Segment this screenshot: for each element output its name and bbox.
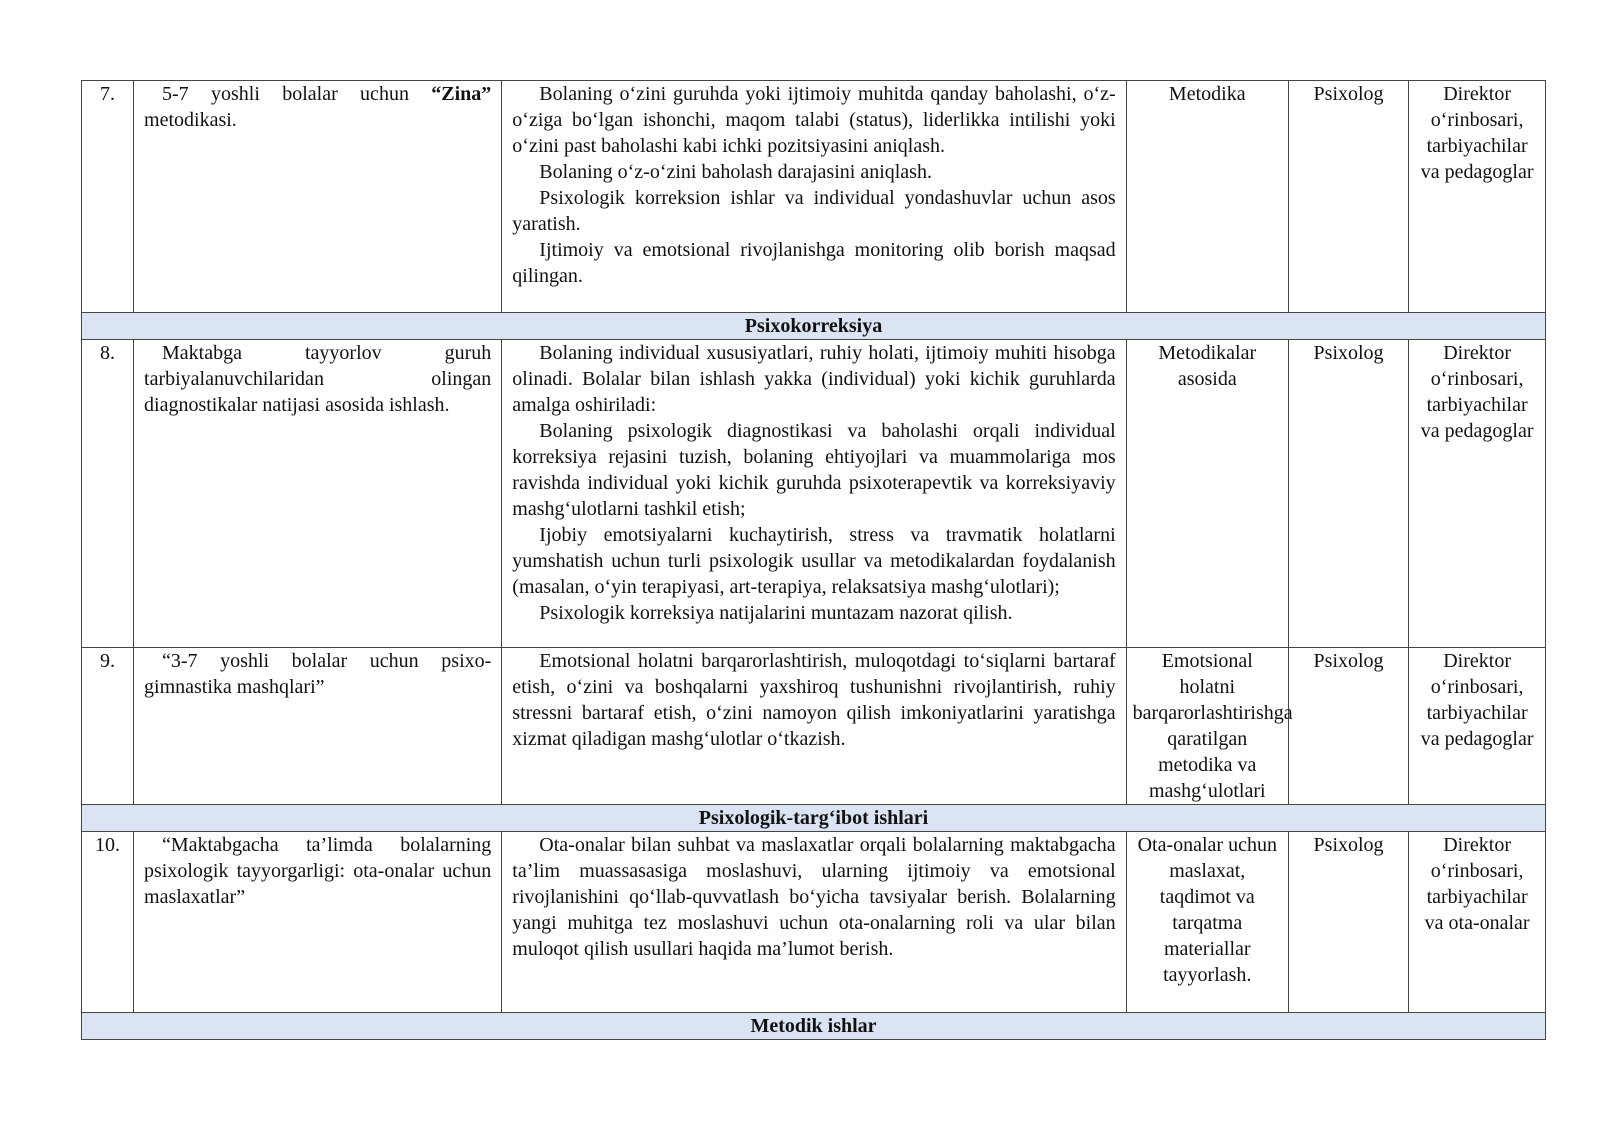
description-paragraph: Psixologik korreksiya natijalarini muntazam nazorat qilish.	[539, 602, 1013, 624]
responsible: Psixolog	[1288, 81, 1408, 313]
participants: Direktor o‘rinbosari, tarbiyachilar va pedagoglar	[1409, 340, 1546, 648]
activity-name-bold: “Zina”	[431, 83, 492, 105]
activity-name	[134, 340, 502, 648]
activity-name	[134, 81, 502, 313]
responsible: Psixolog	[1288, 648, 1408, 805]
section-title-targibot: Psixologik-targ‘ibot ishlari	[82, 805, 1546, 832]
activity-description	[502, 81, 1126, 313]
description-paragraph: Bolaning o‘zini guruhda yoki ijtimoiy muhitda qanday baholashi, o‘z-o‘ziga bo‘lgan ishonchi, maqom talabi (status), liderlikka intilishi yoki o‘zini past baholashi kabi ichki pozitsiyasini aniqlash.	[512, 83, 1116, 157]
table-row	[82, 648, 1546, 805]
participants: Direktor o‘rinbosari, tarbiyachilar va pedagoglar	[1409, 81, 1546, 313]
row-number: 10.	[82, 832, 134, 1013]
row-number: 8.	[82, 340, 134, 648]
section-title-psixokorreksiya: Psixokorreksiya	[82, 313, 1546, 340]
section-header-row	[82, 1013, 1546, 1040]
activity-name	[134, 832, 502, 1013]
section-header-row	[82, 805, 1546, 832]
participants: Direktor o‘rinbosari, tarbiyachilar va ota-onalar	[1409, 832, 1546, 1013]
work-plan-table	[81, 80, 1546, 1040]
responsible: Psixolog	[1288, 340, 1408, 648]
description-paragraph: Emotsional holatni barqarorlashtirish, muloqotdagi to‘siqlarni bartaraf etish, o‘zini va boshqalarni yaxshiroq tushunishni rivojlantirish, ruhiy stressni bartaraf etish, o‘zini namoyon qilish imkoniyatlarini yaratishga xizmat qiladigan mashg‘ulotlar o‘tkazish.	[512, 650, 1116, 750]
description-paragraph: Ijtimoiy va emotsional rivojlanishga monitoring olib borish maqsad qilingan.	[512, 239, 1116, 287]
activity-name-text: “3-7 yoshli bolalar uchun psixo-gimnastika mashqlari”	[144, 650, 492, 698]
description-paragraph: Bolaning o‘z-o‘zini baholash darajasini aniqlash.	[539, 161, 932, 183]
description-paragraph: Bolaning individual xususiyatlari, ruhiy holati, ijtimoiy muhiti hisobga olinadi. Bolalar bilan ishlash yakka (individual) yoki kichik guruhlarda amalga oshiriladi:	[512, 342, 1116, 416]
activity-description	[502, 832, 1126, 1013]
responsible: Psixolog	[1288, 832, 1408, 1013]
activity-form: Emotsional holatni barqarorlashtirishga qaratilgan metodika va mashg‘ulotlari	[1126, 648, 1288, 805]
description-paragraph: Psixologik korreksion ishlar va individual yondashuvlar uchun asos yaratish.	[512, 187, 1116, 235]
participants: Direktor o‘rinbosari, tarbiyachilar va pedagoglar	[1409, 648, 1546, 805]
row-number: 7.	[82, 81, 134, 313]
activity-form: Ota-onalar uchun maslaxat, taqdimot va tarqatma materiallar tayyorlash.	[1126, 832, 1288, 1013]
table-row	[82, 340, 1546, 648]
table-row	[82, 832, 1546, 1013]
activity-form: Metodika	[1126, 81, 1288, 313]
row-number: 9.	[82, 648, 134, 805]
activity-name-text: “Maktabgacha ta’limda bolalarning psixologik tayyorgarligi: ota-onalar uchun maslaxatlar”	[144, 834, 492, 908]
activity-form: Metodikalar asosida	[1126, 340, 1288, 648]
document-page	[81, 80, 1546, 1040]
activity-name-text: 5-7 yoshli bolalar uchun	[162, 83, 432, 105]
section-header-row	[82, 313, 1546, 340]
description-paragraph: Ota-onalar bilan suhbat va maslaxatlar orqali bolalarning maktabgacha ta’lim muassasasiga moslashuvi, ularning ijtimoiy va emotsional rivojlanishini qo‘llab-quvvatlash bo‘yicha tavsiyalar berish. Bolalarning yangi muhitga tez moslashuvi uchun ota-onalarning roli va ular bilan muloqot qilish usullari haqida ma’lumot berish.	[512, 834, 1116, 960]
description-paragraph: Ijobiy emotsiyalarni kuchaytirish, stress va travmatik holatlarni yumshatish uchun turli psixologik usullar va metodikalardan foydalanish (masalan, o‘yin terapiyasi, art-terapiya, relaksatsiya mashg‘ulotlari);	[512, 524, 1116, 598]
activity-name-text-end: metodikasi.	[144, 109, 237, 131]
description-paragraph: Bolaning psixologik diagnostikasi va baholashi orqali individual korreksiya rejasini tuzish, bolaning ehtiyojlari va muammolariga mos ravishda individual yoki kichik guruhda psixoterapevtik va korreksiyaviy mashg‘ulotlarni tashkil etish;	[512, 420, 1116, 520]
activity-name-text: Maktabga tayyorlov guruh tarbiyalanuvchilaridan olingan diagnostikalar natijasi asosida ishlash.	[144, 342, 492, 416]
activity-description	[502, 340, 1126, 648]
section-title-metodik: Metodik ishlar	[82, 1013, 1546, 1040]
activity-name	[134, 648, 502, 805]
activity-description	[502, 648, 1126, 805]
table-row	[82, 81, 1546, 313]
